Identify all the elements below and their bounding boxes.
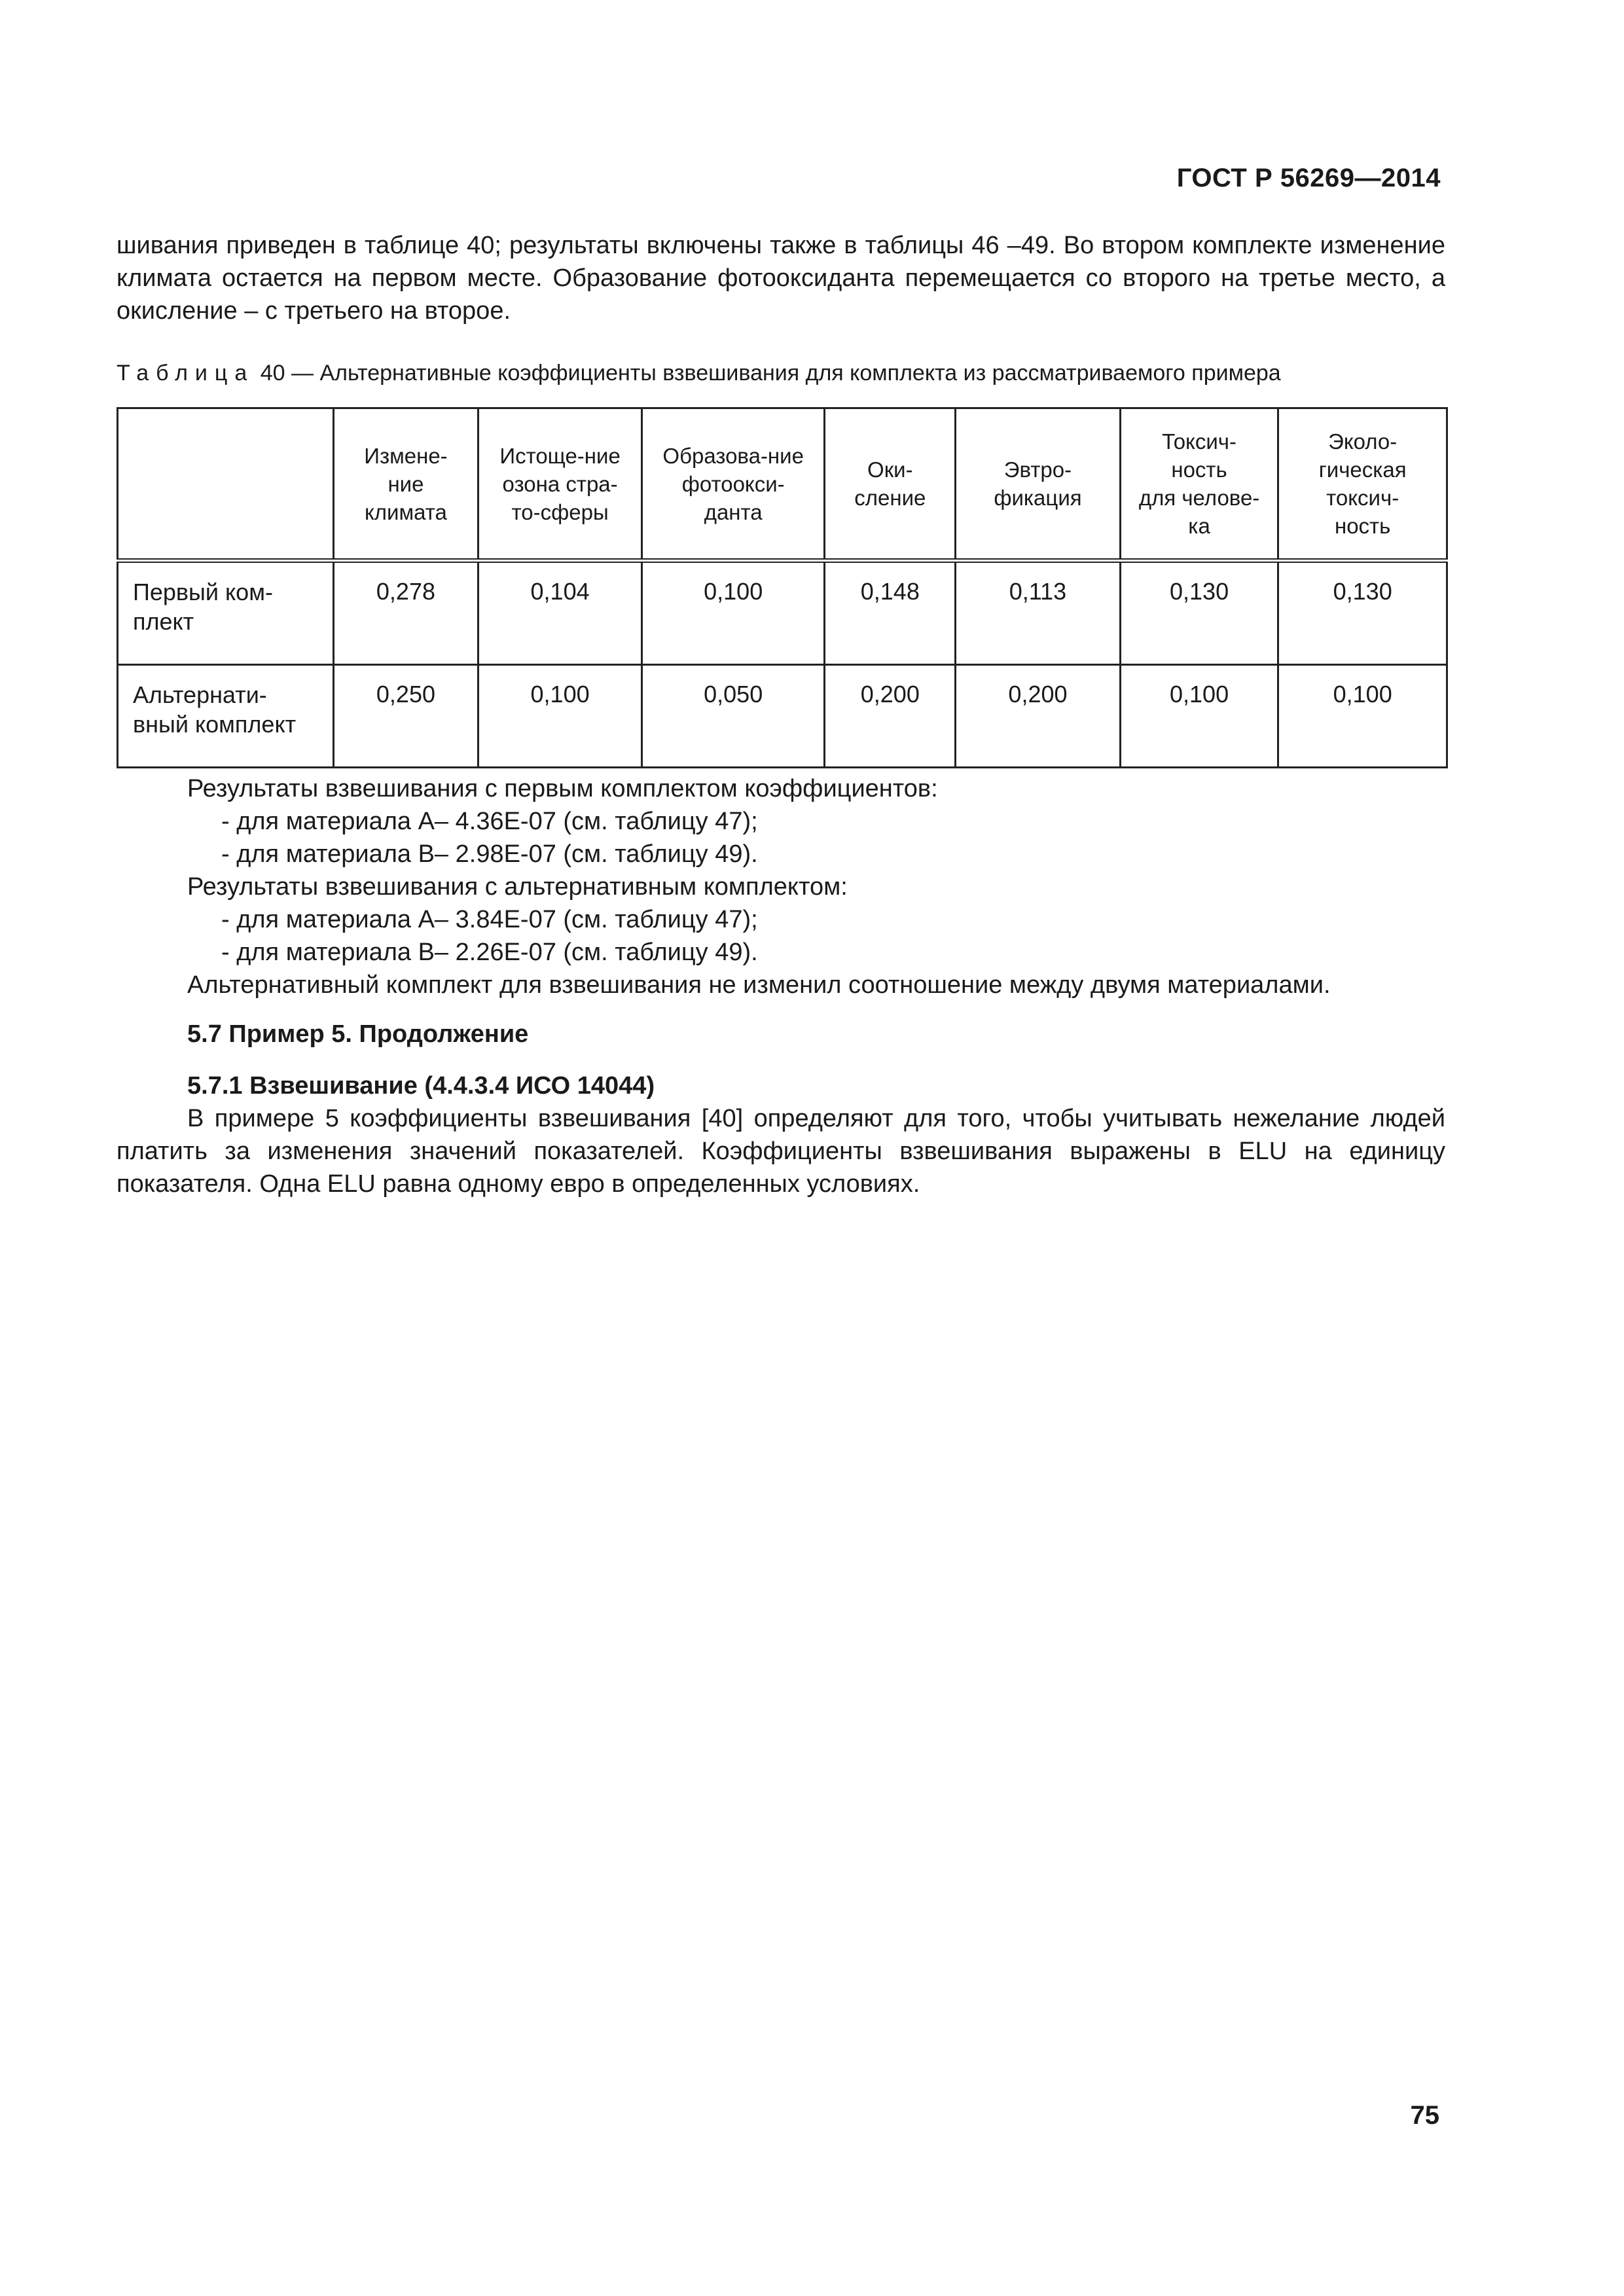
table-caption-label: Таблица [117, 361, 255, 386]
table-cell: 0,100 [1278, 665, 1447, 768]
results-section [117, 772, 1445, 1001]
table-cell: 0,130 [1120, 561, 1278, 665]
table-cell: 0,250 [333, 665, 478, 768]
column-header-human-toxicity: Токсич- ность для челове- ка [1120, 408, 1278, 561]
section-heading-5-7: 5.7 Пример 5. Продолжение [187, 1020, 529, 1048]
results-alt-item-a: - для материала А– 3.84Е-07 (см. таблицу 47); [221, 906, 758, 933]
table-caption-text: 40 — Альтернативные коэффициенты взвешивания для комплекта из рассматриваемого примера [260, 361, 1281, 386]
row-label-first-set: Первый ком- плект [118, 561, 334, 665]
document-header: ГОСТ Р 56269—2014 [1176, 164, 1441, 192]
table-corner-cell [118, 408, 334, 561]
results-conclusion: Альтернативный комплект для взвешивания не изменил соотношение между двумя материалами. [187, 971, 1331, 999]
table-cell: 0,100 [641, 561, 825, 665]
results-first-item-a: - для материала А– 4.36Е-07 (см. таблицу 47); [221, 808, 758, 835]
table-cell: 0,278 [333, 561, 478, 665]
section-subheading-5-7-1: 5.7.1 Взвешивание (4.4.3.4 ИСО 14044) [187, 1072, 655, 1100]
column-header-ecotoxicity: Эколо- гическая токсич- ность [1278, 408, 1447, 561]
table-cell: 0,200 [956, 665, 1121, 768]
column-header-eutrophication: Эвтро- фикация [956, 408, 1121, 561]
section-5-7-1-body [117, 1102, 1445, 1200]
table-caption [117, 359, 1281, 387]
results-first-item-b: - для материала В– 2.98Е-07 (см. таблицу 49). [221, 840, 758, 868]
intro-paragraph [117, 229, 1445, 327]
page-number: 75 [1410, 2101, 1439, 2130]
results-first-heading: Результаты взвешивания с первым комплектом коэффициентов: [187, 775, 938, 802]
table-header-row [118, 408, 1447, 561]
table-cell: 0,104 [478, 561, 642, 665]
table-cell: 0,100 [1120, 665, 1278, 768]
results-alt-heading: Результаты взвешивания с альтернативным комплектом: [187, 873, 848, 901]
column-header-climate-change: Измене- ние климата [333, 408, 478, 561]
table-cell: 0,050 [641, 665, 825, 768]
column-header-acidification: Оки- сление [825, 408, 956, 561]
row-label-alternative-set: Альтернати- вный комплект [118, 665, 334, 768]
table-row [118, 665, 1447, 768]
table-cell: 0,113 [956, 561, 1121, 665]
column-header-photooxidant-formation: Образова-ние фотоокси- данта [641, 408, 825, 561]
table-row [118, 561, 1447, 665]
table-cell: 0,148 [825, 561, 956, 665]
column-header-ozone-depletion: Истоще-ние озона стра- то-сферы [478, 408, 642, 561]
results-alt-item-b: - для материала В– 2.26Е-07 (см. таблицу 49). [221, 939, 758, 966]
intro-text: шивания приведен в таблице 40; результаты включены также в таблицы 46 –49. Во втором комплекте изменение климата остается на первом месте. Образование фотооксиданта перемещается со второго на третье место, а окисление – с третьего на второе. [117, 232, 1445, 325]
table-cell: 0,200 [825, 665, 956, 768]
table-cell: 0,100 [478, 665, 642, 768]
section-paragraph: В примере 5 коэффициенты взвешивания [40] определяют для того, чтобы учитывать нежелание людей платить за изменения значений показателей. Коэффициенты взвешивания выражены в ELU на единицу показателя. Одна ELU равна одному евро в определенных условиях. [117, 1105, 1445, 1198]
table-cell: 0,130 [1278, 561, 1447, 665]
weighting-coefficients-table [117, 407, 1448, 768]
